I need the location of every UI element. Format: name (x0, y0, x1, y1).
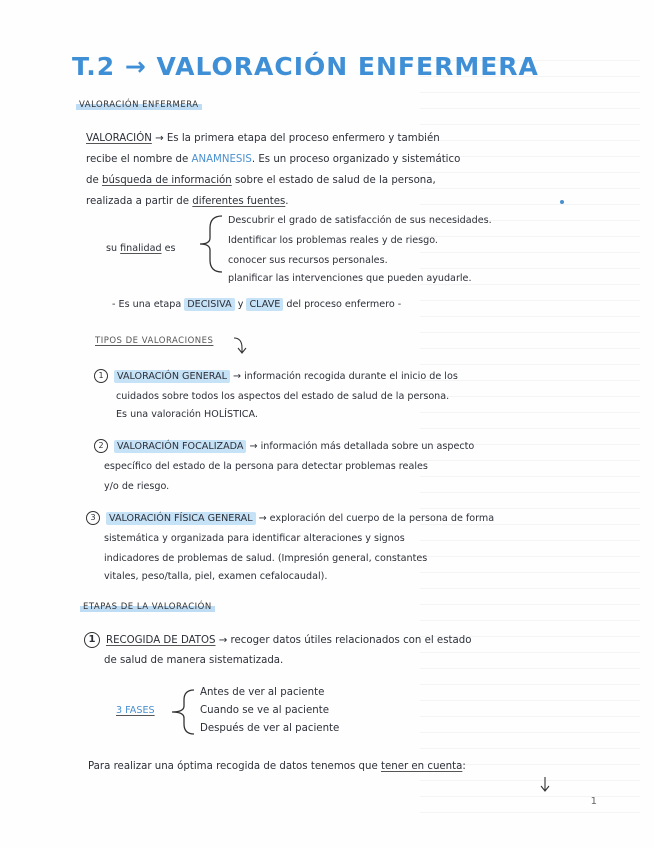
down-arrow-icon (538, 776, 552, 794)
recogida-heading: RECOGIDA DE DATOS (106, 635, 216, 646)
finalidad-brace-icon (196, 212, 226, 276)
anamnesis-term: ANAMNESIS (191, 154, 252, 165)
fase-item: Cuando se ve al paciente (200, 705, 329, 716)
closing-line (88, 756, 466, 777)
etapa-line-a: - Es una etapa (112, 299, 185, 310)
recogida-l1: → recoger datos útiles relacionados con el estado (215, 635, 472, 646)
etapa-line-e: del proceso enfermero - (283, 299, 402, 310)
intro-term: VALORACIÓN (86, 133, 152, 144)
section-heading-tipos: TIPOS DE VALORACIONES (95, 336, 214, 346)
clave-highlight: CLAVE (246, 298, 283, 311)
number-badge: 2 (94, 439, 108, 453)
number-badge: 1 (84, 632, 100, 648)
recogida-line-1 (84, 630, 471, 651)
fases-label: 3 FASES (116, 705, 155, 716)
intro-line-3 (86, 170, 436, 191)
tipo-fisica-line-3: indicadores de problemas de salud. (Impresión general, constantes (104, 553, 428, 564)
page-title: T.2 → VALORACIÓN ENFERMERA (72, 52, 539, 81)
tipo-fisica-line-4: vitales, peso/talla, piel, examen cefalocaudal). (104, 571, 328, 582)
tipo-general-heading: VALORACIÓN GENERAL (114, 370, 230, 383)
finalidad-label-b: es (161, 243, 176, 254)
finalidad-item: Descubrir el grado de satisfacción de sus necesidades. (228, 215, 492, 226)
intro-line-4 (86, 191, 289, 212)
closing-a: Para realizar una óptima recogida de datos tenemos que (88, 761, 381, 772)
tipo-focalizada-line-1 (94, 436, 474, 457)
ink-dot (560, 200, 564, 204)
finalidad-label (106, 238, 176, 259)
decisiva-highlight: DECISIVA (184, 298, 234, 311)
intro-line-4-a: realizada a partir de (86, 196, 193, 207)
curved-arrow-icon (232, 336, 252, 356)
etapa-line-c: y (234, 299, 247, 310)
number-badge: 3 (86, 511, 100, 525)
fuentes-term: diferentes fuentes (192, 196, 286, 207)
tipo-focalizada-heading: VALORACIÓN FOCALIZADA (114, 440, 246, 453)
tipo-fisica-l1: → exploración del cuerpo de la persona de forma (255, 513, 495, 524)
tipo-general-l1: → información recogida durante el inicio de los (229, 371, 458, 382)
closing-b: : (462, 761, 466, 772)
intro-line-3-b: sobre el estado de salud de la persona, (231, 175, 436, 186)
page-number: 1 (590, 796, 597, 807)
section-heading-valoracion: VALORACIÓN ENFERMERA (76, 100, 202, 110)
tipo-focalizada-line-3: y/o de riesgo. (104, 481, 170, 492)
finalidad-item: conocer sus recursos personales. (228, 255, 388, 266)
tipo-fisica-line-1 (86, 508, 494, 529)
tipo-fisica-line-2: sistemática y organizada para identificar alteraciones y signos (104, 533, 405, 544)
etapa-line (112, 294, 401, 315)
intro-line-2-b: . Es un proceso organizado y sistemático (251, 154, 461, 165)
finalidad-item: planificar las intervenciones que pueden ayudarle. (228, 273, 472, 284)
fase-item: Antes de ver al paciente (200, 687, 325, 698)
intro-line-2 (86, 149, 460, 170)
tipo-general-line-1 (94, 366, 458, 387)
tener-en-cuenta-term: tener en cuenta (380, 761, 463, 772)
finalidad-term: finalidad (120, 243, 162, 254)
tipo-focalizada-l1: → información más detallada sobre un aspecto (246, 441, 475, 452)
section-heading-etapas: ETAPAS DE LA VALORACIÓN (80, 602, 215, 612)
intro-line-4-b: . (285, 196, 289, 207)
intro-line-1-text: → Es la primera etapa del proceso enfermero y también (151, 133, 440, 144)
intro-line-2-a: recibe el nombre de (86, 154, 192, 165)
fase-item: Después de ver al paciente (200, 723, 340, 734)
tipo-general-line-3: Es una valoración HOLÍSTICA. (116, 409, 258, 420)
finalidad-label-a: su (106, 243, 121, 254)
intro-line-1 (86, 128, 440, 149)
busqueda-term: búsqueda de información (101, 175, 232, 186)
tipo-general-line-2: cuidados sobre todos los aspectos del estado de salud de la persona. (116, 391, 450, 402)
intro-line-3-a: de (86, 175, 102, 186)
finalidad-item: Identificar los problemas reales y de riesgo. (228, 235, 438, 246)
tipo-focalizada-line-2: específico del estado de la persona para detectar problemas reales (104, 461, 428, 472)
tipo-fisica-heading: VALORACIÓN FÍSICA GENERAL (106, 512, 256, 525)
fases-brace-icon (170, 686, 198, 738)
number-badge: 1 (94, 369, 108, 383)
recogida-line-2: de salud de manera sistematizada. (104, 655, 284, 666)
